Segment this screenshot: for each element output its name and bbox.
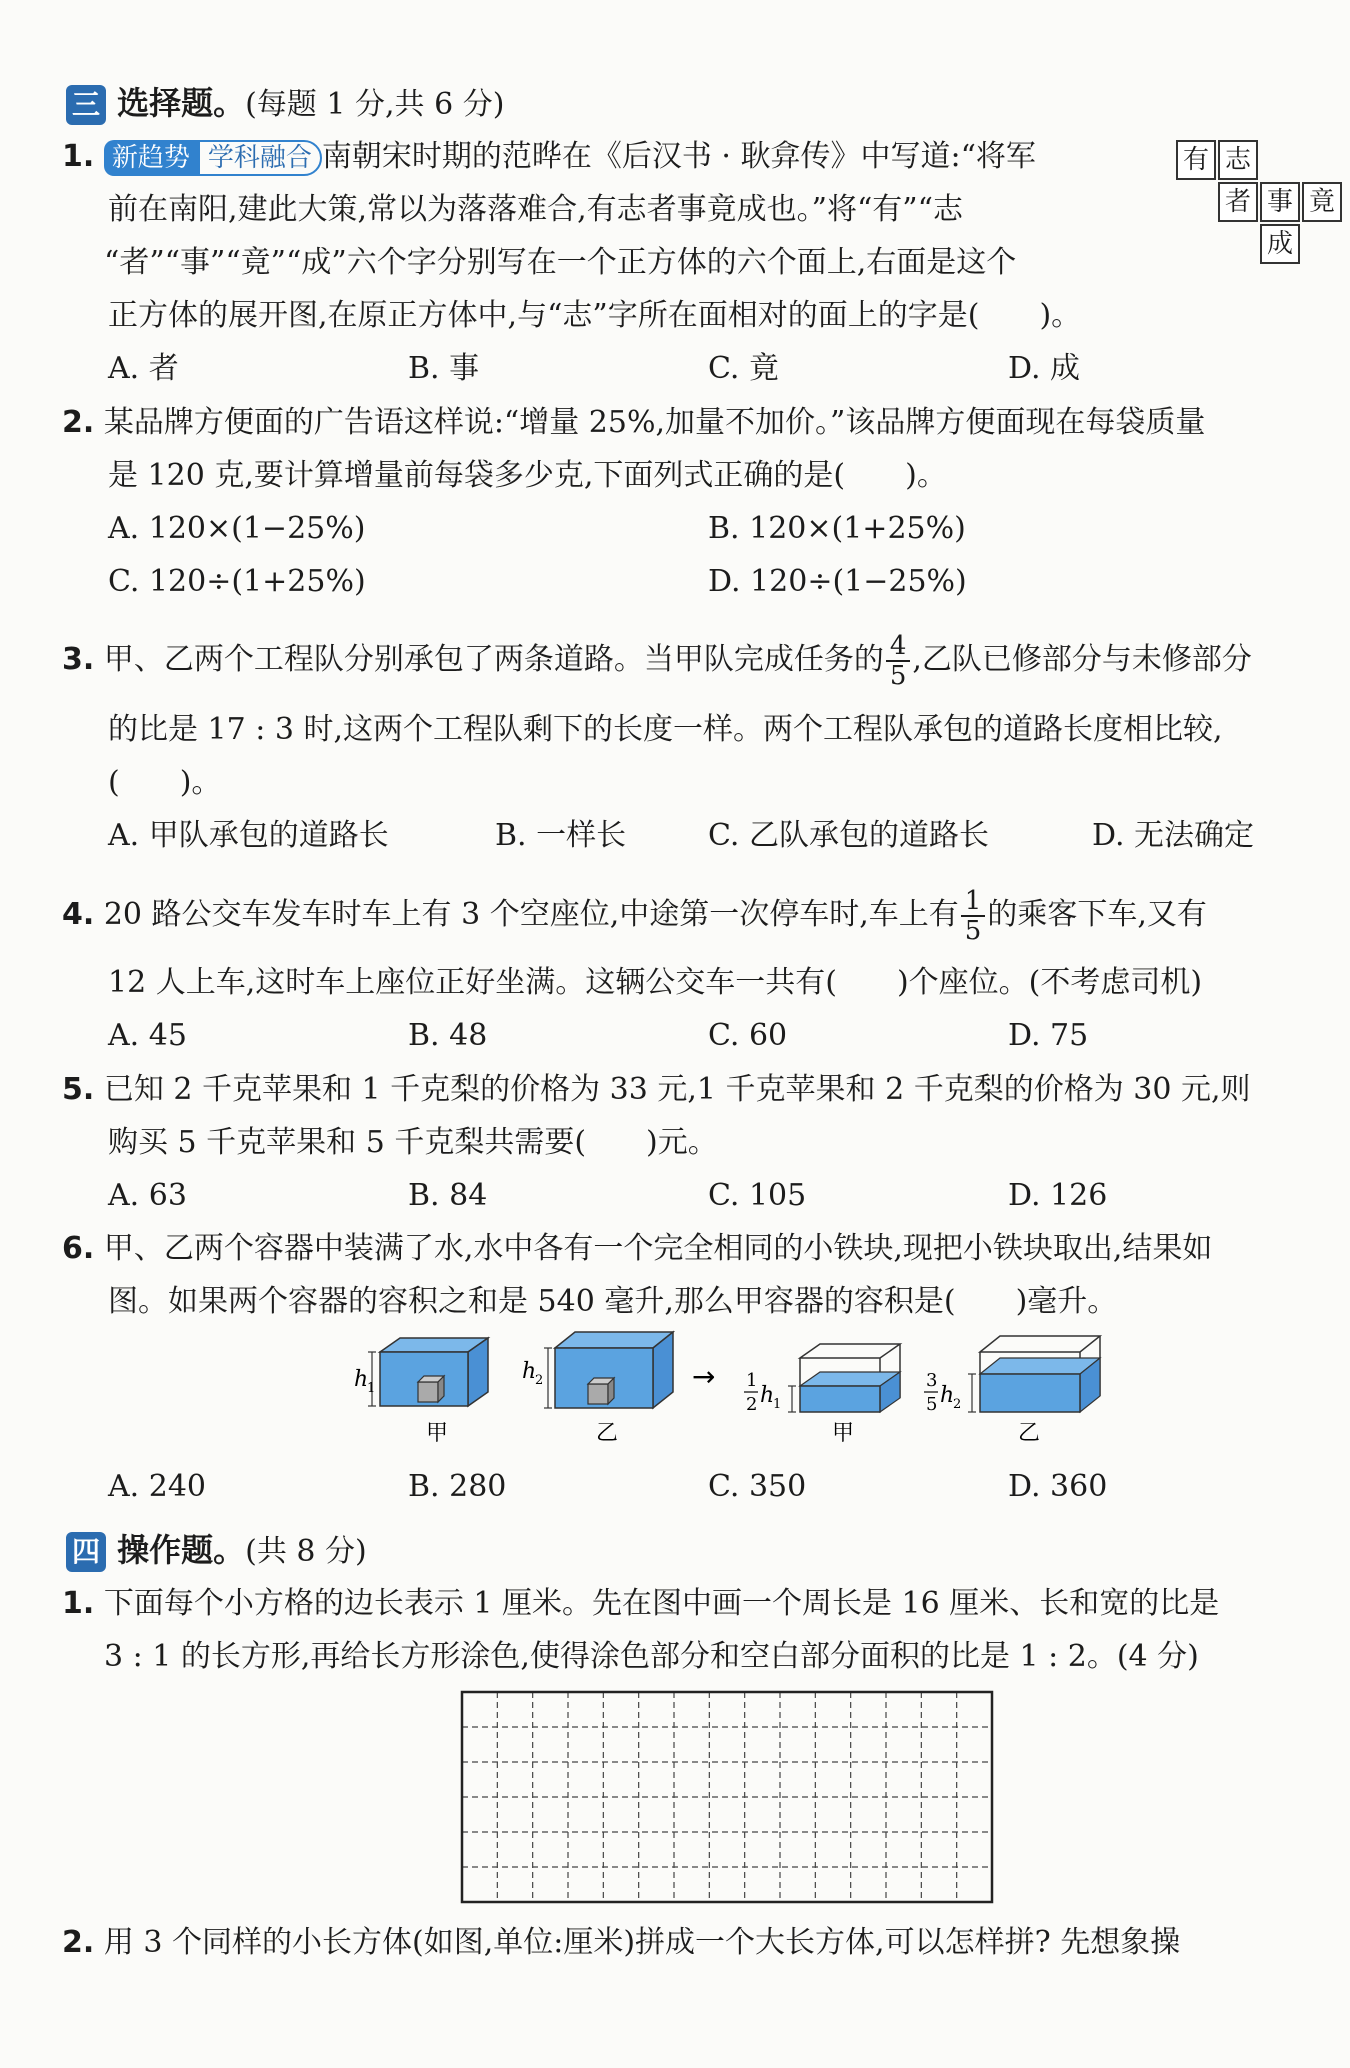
p1-text-1: 下面每个小方格的边长表示 1 厘米。先在图中画一个周长是 16 厘米、长和宽的比是: [103, 1586, 1220, 1621]
q4-text-1b: 的乘客下车,又有: [987, 897, 1207, 932]
q2-line-2: 是 120 克,要计算增量前每袋多少克,下面列式正确的是( )。: [108, 458, 947, 493]
q4-fraction: [961, 887, 986, 945]
q3-text-1b: ,乙队已修部分与未修部分: [912, 642, 1252, 677]
q4-frac-denominator: 5: [964, 916, 982, 946]
three-fifths-numerator: 3: [926, 1370, 938, 1391]
q3-frac-numerator: 4: [886, 632, 911, 662]
q2-option-c[interactable]: C. 120÷(1+25%): [108, 564, 366, 599]
q5-line-1: [62, 1070, 1251, 1110]
label-h1-after-sub: 1: [773, 1397, 782, 1412]
q6-option-c[interactable]: C. 350: [708, 1469, 807, 1504]
container-jia-after: [788, 1344, 900, 1412]
q2-text-1: 某品牌方便面的广告语这样说:“增量 25%,加量不加价。”该品牌方便面现在每袋质量: [103, 405, 1206, 440]
q1-number: 1.: [62, 139, 95, 174]
q6-line-1: [62, 1229, 1212, 1269]
q1-text-1: 南朝宋时期的范晔在《后汉书 · 耿弇传》中写道:“将军: [321, 139, 1036, 174]
q1-line-1: [62, 137, 1036, 177]
net-cell-shi: 事: [1260, 182, 1300, 222]
q3-text-1a: 甲、乙两个工程队分别承包了两条道路。当甲队完成任务的: [103, 642, 884, 677]
p2-line-1: [62, 1923, 1180, 1963]
q3-number: 3.: [62, 642, 95, 677]
q6-number: 6.: [62, 1231, 95, 1266]
q2-option-a[interactable]: A. 120×(1−25%): [108, 511, 366, 546]
section-4-title: 操作题。: [117, 1531, 246, 1569]
q6-option-a[interactable]: A. 240: [108, 1469, 206, 1504]
q4-option-d[interactable]: D. 75: [1008, 1018, 1089, 1053]
arrow-icon: →: [692, 1360, 716, 1393]
section-3-badge: 三: [66, 85, 106, 125]
p2-text-1: 用 3 个同样的小长方体(如图,单位:厘米)拼成一个大长方体,可以怎样拼? 先想象操: [103, 1925, 1181, 1960]
label-yi-1: 乙: [596, 1421, 619, 1446]
q3-line-3: ( )。: [108, 765, 222, 800]
iron-block-icon: [418, 1376, 444, 1402]
q5-number: 5.: [62, 1072, 95, 1107]
q1-line-2: 前在南阳,建此大策,常以为落落难合,有志者事竟成也。”将“有”“志: [108, 192, 963, 227]
net-cell-cheng: 成: [1260, 224, 1300, 264]
q1-line-4: 正方体的展开图,在原正方体中,与“志”字所在面相对的面上的字是( )。: [108, 298, 1082, 333]
q3-line-2: 的比是 17 : 3 时,这两个工程队剩下的长度一样。两个工程队承包的道路长度相比较,: [108, 712, 1223, 747]
label-h2: h: [522, 1359, 537, 1384]
iron-block-icon: [588, 1378, 614, 1404]
p2-number: 2.: [62, 1925, 95, 1960]
container-yi-full: [544, 1332, 673, 1408]
q4-line-2: 12 人上车,这时车上座位正好坐满。这辆公交车一共有( )个座位。(不考虑司机): [108, 965, 1203, 1000]
label-h2-sub: 2: [535, 1373, 544, 1388]
container-yi-after: [968, 1336, 1100, 1412]
q6-option-b[interactable]: B. 280: [408, 1469, 507, 1504]
label-jia-1: 甲: [426, 1421, 449, 1446]
q2-number: 2.: [62, 405, 95, 440]
q4-frac-numerator: 1: [961, 887, 986, 917]
q2-option-b[interactable]: B. 120×(1+25%): [708, 511, 966, 546]
label-h2-after-sub: 2: [953, 1397, 962, 1412]
net-cell-you: 有: [1176, 140, 1216, 180]
section-4-badge: 四: [66, 1532, 106, 1572]
section-3-header: [66, 78, 504, 125]
q3-line-1: [62, 632, 1252, 690]
q1-option-d[interactable]: D. 成: [1008, 351, 1081, 386]
container-jia-full: [368, 1338, 488, 1406]
q3-option-b[interactable]: B. 一样长: [495, 818, 627, 853]
q6-text-1: 甲、乙两个容器中装满了水,水中各有一个完全相同的小铁块,现把小铁块取出,结果如: [103, 1231, 1213, 1266]
net-cell-jing: 竟: [1302, 182, 1342, 222]
q5-line-2: 购买 5 千克苹果和 5 千克梨共需要( )元。: [108, 1125, 718, 1160]
q1-option-b[interactable]: B. 事: [408, 351, 480, 386]
q4-option-c[interactable]: C. 60: [708, 1018, 788, 1053]
q5-option-d[interactable]: D. 126: [1008, 1178, 1108, 1213]
q1-option-c[interactable]: C. 竟: [708, 351, 779, 386]
net-cell-zhe: 者: [1218, 182, 1258, 222]
p1-line-1: [62, 1584, 1219, 1624]
net-cell-zhi: 志: [1218, 140, 1258, 180]
q5-option-a[interactable]: A. 63: [108, 1178, 187, 1213]
q6-option-d[interactable]: D. 360: [1008, 1469, 1108, 1504]
section-4-note: (共 8 分): [245, 1534, 367, 1569]
q1-option-a[interactable]: A. 者: [108, 351, 179, 386]
q3-frac-denominator: 5: [889, 661, 907, 691]
label-h1: h: [354, 1367, 369, 1392]
section-3-note: (每题 1 分,共 6 分): [245, 87, 505, 122]
q3-option-a[interactable]: A. 甲队承包的道路长: [108, 818, 389, 853]
p1-line-2: 3 : 1 的长方形,再给长方形涂色,使得涂色部分和空白部分面积的比是 1 : 2。(4 分): [104, 1639, 1199, 1674]
q4-option-a[interactable]: A. 45: [108, 1018, 187, 1053]
section-3-title: 选择题。: [117, 84, 246, 122]
q2-line-1: [62, 403, 1205, 443]
label-jia-2: 甲: [832, 1421, 855, 1446]
q1-subject-tag: 学科融合: [198, 140, 322, 176]
label-h1-after: h: [760, 1383, 775, 1408]
q1-trend-tag: 新趋势: [104, 140, 198, 176]
q3-option-c[interactable]: C. 乙队承包的道路长: [708, 818, 989, 853]
q4-option-b[interactable]: B. 48: [408, 1018, 488, 1053]
q6-container-figure: [340, 1330, 1120, 1450]
three-fifths-denominator: 5: [926, 1394, 938, 1415]
label-yi-2: 乙: [1018, 1421, 1041, 1446]
q6-line-2: 图。如果两个容器的容积之和是 540 毫升,那么甲容器的容积是( )毫升。: [108, 1284, 1118, 1319]
label-h1-sub: 1: [367, 1381, 376, 1396]
q5-option-c[interactable]: C. 105: [708, 1178, 807, 1213]
q5-text-1: 已知 2 千克苹果和 1 千克梨的价格为 33 元,1 千克苹果和 2 千克梨的价格为 30 元,则: [103, 1072, 1251, 1107]
label-h2-after: h: [940, 1383, 955, 1408]
q3-option-d[interactable]: D. 无法确定: [1092, 818, 1255, 853]
p1-number: 1.: [62, 1586, 95, 1621]
q4-text-1a: 20 路公交车发车时车上有 3 个空座位,中途第一次停车时,车上有: [103, 897, 959, 932]
q4-line-1: [62, 887, 1207, 945]
drawing-grid[interactable]: [460, 1690, 995, 1905]
q1-line-3: “者”“事”“竟”“成”六个字分别写在一个正方体的六个面上,右面是这个: [104, 245, 1017, 280]
section-4-header: [66, 1525, 367, 1572]
q5-option-b[interactable]: B. 84: [408, 1178, 488, 1213]
half-numerator: 1: [746, 1370, 758, 1391]
q3-fraction: [886, 632, 911, 690]
q2-option-d[interactable]: D. 120÷(1−25%): [708, 564, 967, 599]
q4-number: 4.: [62, 897, 95, 932]
half-denominator: 2: [746, 1394, 758, 1415]
